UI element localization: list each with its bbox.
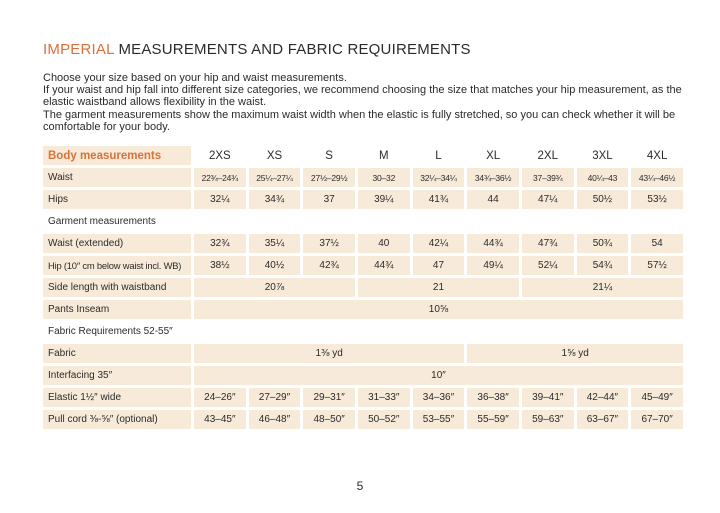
size-header: 3XL <box>592 149 613 162</box>
intro-text <box>43 72 683 133</box>
table-row-hip-10 <box>43 256 683 275</box>
table-cell: 42–44″ <box>577 388 629 407</box>
table-cell: 36–38″ <box>467 388 519 407</box>
header-label: Body measurements <box>43 146 191 165</box>
table-cell: 40½ <box>249 256 301 275</box>
table-cell: 31–33″ <box>358 388 410 407</box>
table-cell: 47 <box>413 256 465 275</box>
size-header: 2XL <box>537 149 558 162</box>
size-header: 4XL <box>646 149 668 162</box>
row-label: Elastic 1½″ wide <box>43 388 191 407</box>
title-accent: IMPERIAL <box>43 41 115 58</box>
table-cell: 30–32 <box>358 168 410 187</box>
table-row-elastic <box>43 388 683 407</box>
table-row-garment-heading <box>43 212 683 231</box>
size-header: M <box>379 149 389 162</box>
table-cell: 24–26″ <box>194 388 246 407</box>
table-cell: 40¼–43 <box>577 168 629 187</box>
table-cell: 38½ <box>194 256 246 275</box>
table-row-fabric <box>43 344 683 363</box>
table-cell: 32¼ <box>194 190 246 209</box>
table-cell: 10⅝ <box>194 300 683 319</box>
table-cell: 53–55″ <box>413 410 465 429</box>
table-cell: 47¾ <box>522 234 574 253</box>
table-cell: 37½ <box>303 234 355 253</box>
table-cell: 34¾ <box>249 190 301 209</box>
table-cell: 54 <box>631 234 683 253</box>
table-cell: 44¾ <box>358 256 410 275</box>
intro-line-2: If your waist and hip fall into different size categories, we recommend choosing the size that matches your hip measurement, as the elastic waistband allows flexibility in the waist. <box>43 84 682 109</box>
table-cell: 27–29″ <box>249 388 301 407</box>
size-header: L <box>435 149 442 162</box>
table-row-waist-extended <box>43 234 683 253</box>
row-label: Interfacing 35″ <box>43 366 191 385</box>
table-cell: 57½ <box>631 256 683 275</box>
table-cell: 34–36″ <box>413 388 465 407</box>
size-header: XS <box>266 149 283 162</box>
table-cell: 43¼–46½ <box>631 168 683 187</box>
table-cell: 37–39¾ <box>522 168 574 187</box>
table-cell: 54¾ <box>577 256 629 275</box>
table-cell: 37 <box>303 190 355 209</box>
section-heading: Fabric Requirements 52-55″ <box>48 326 173 338</box>
table-cell: 40 <box>358 234 410 253</box>
table-cell: 45–49″ <box>631 388 683 407</box>
table-cell: 29–31″ <box>303 388 355 407</box>
table-row-fabric-heading <box>43 322 683 341</box>
size-header: XL <box>486 149 501 162</box>
section-heading: Garment measurements <box>48 216 156 228</box>
table-cell: 20⅞ <box>194 278 355 297</box>
table-cell: 21 <box>358 278 519 297</box>
intro-line-1: Choose your size based on your hip and waist measurements. <box>43 72 347 84</box>
table-cell: 47¼ <box>522 190 574 209</box>
table-cell: 43–45″ <box>194 410 246 429</box>
row-label: Side length with waistband <box>43 278 191 297</box>
table-cell: 50¾ <box>577 234 629 253</box>
table-row-hips <box>43 190 683 209</box>
table-cell: 1⅝ yd <box>467 344 683 363</box>
row-label: Fabric <box>43 344 191 363</box>
table-cell: 41¾ <box>413 190 465 209</box>
table-cell: 67–70″ <box>631 410 683 429</box>
table-row-interfacing <box>43 366 683 385</box>
page-number: 5 <box>356 479 364 493</box>
table-cell: 22¾–24¾ <box>194 168 246 187</box>
page-title <box>43 41 683 58</box>
table-row-side-length <box>43 278 683 297</box>
table-cell: 34¾–36½ <box>467 168 519 187</box>
table-cell: 49¼ <box>467 256 519 275</box>
table-cell: 44¾ <box>467 234 519 253</box>
row-label: Hips <box>43 190 191 209</box>
table-cell: 63–67″ <box>577 410 629 429</box>
table-cell: 53½ <box>631 190 683 209</box>
table-cell: 32¾ <box>194 234 246 253</box>
table-cell: 44 <box>467 190 519 209</box>
table-cell: 35¼ <box>249 234 301 253</box>
intro-line-3: The garment measurements show the maximum waist width when the elastic is fully stretched, so you can check whether it will be comfortable for your body. <box>43 108 676 133</box>
table-cell: 59–63″ <box>522 410 574 429</box>
table-cell: 27½–29½ <box>303 168 355 187</box>
page-content <box>43 41 683 432</box>
table-cell: 55–59″ <box>467 410 519 429</box>
row-label: Waist <box>43 168 191 187</box>
table-row-waist <box>43 168 683 187</box>
table-cell: 50–52″ <box>358 410 410 429</box>
table-cell: 42¾ <box>303 256 355 275</box>
table-cell: 10″ <box>194 366 683 385</box>
table-cell: 48–50″ <box>303 410 355 429</box>
table-cell: 25¼–27¼ <box>249 168 301 187</box>
measurement-table <box>40 143 686 432</box>
row-label: Waist (extended) <box>43 234 191 253</box>
header-row <box>43 146 683 165</box>
table-cell: 42¼ <box>413 234 465 253</box>
table-cell: 52¼ <box>522 256 574 275</box>
size-header: S <box>325 149 333 162</box>
table-row-inseam <box>43 300 683 319</box>
row-label: Pull cord ⅜-⅝″ (optional) <box>43 410 191 429</box>
table-cell: 39–41″ <box>522 388 574 407</box>
table-cell: 1⅜ yd <box>194 344 464 363</box>
table-cell: 50½ <box>577 190 629 209</box>
table-cell: 32¼–34¼ <box>413 168 465 187</box>
table-row-pull-cord <box>43 410 683 429</box>
row-label: Hip (10″ cm below waist incl. WB) <box>43 256 191 275</box>
row-label: Pants Inseam <box>43 300 191 319</box>
table-cell: 21¼ <box>522 278 683 297</box>
table-cell: 46–48″ <box>249 410 301 429</box>
title-rest: MEASUREMENTS AND FABRIC REQUIREMENTS <box>114 41 471 58</box>
size-header: 2XS <box>208 149 231 162</box>
table-cell: 39¼ <box>358 190 410 209</box>
